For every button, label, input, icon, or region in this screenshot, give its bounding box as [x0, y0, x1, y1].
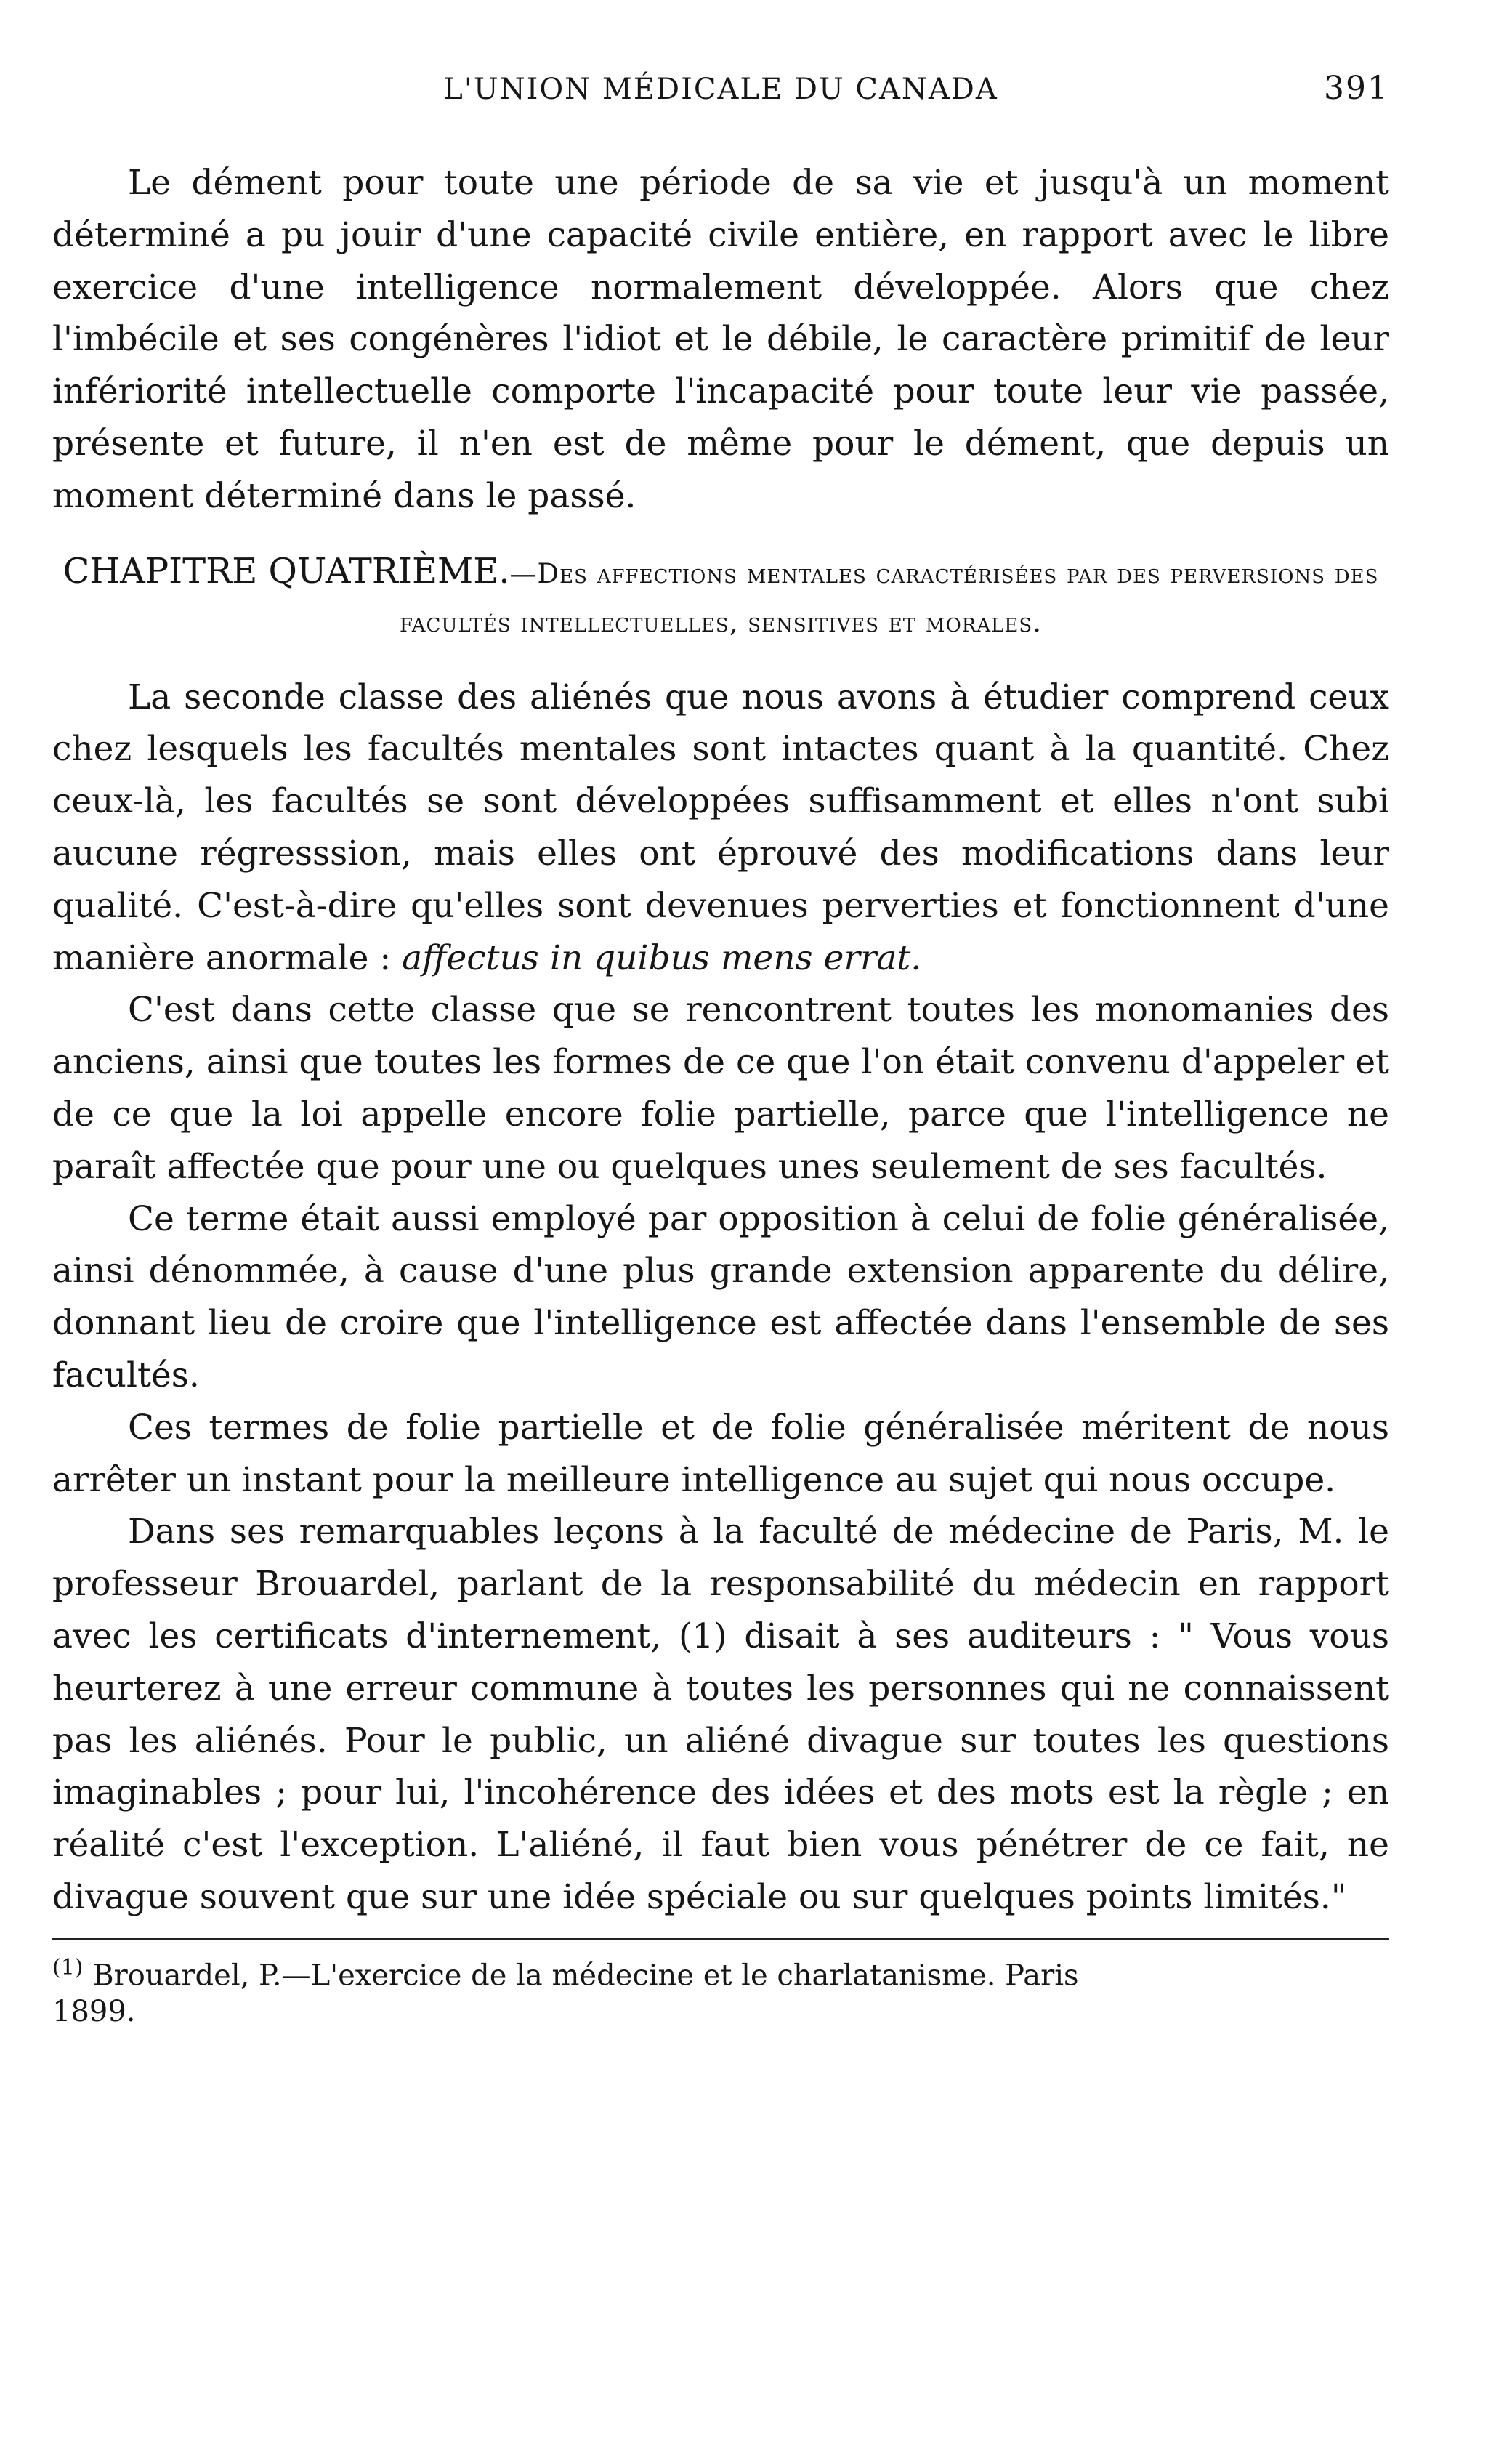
journal-title: L'UNION MÉDICALE DU CANADA — [443, 73, 998, 106]
paragraph-seconde-classe — [52, 672, 1389, 985]
footnote-marker: (1) — [52, 1954, 84, 1980]
footnote-divider — [52, 1938, 1389, 1940]
body-text — [52, 157, 1389, 1924]
running-header — [52, 65, 1389, 116]
chapter-dash: — — [509, 557, 538, 589]
page-number: 391 — [1324, 70, 1389, 107]
chapter-heading — [52, 547, 1389, 647]
paragraph-dement: Le dément pour toute une période de sa vie et jusqu'à un moment déterminé a pu jouir d'une capacité civile entière, en rapport avec le libre exercice d'une intelligence normalement développée. Alors que chez l'imbécile et ses congénères l'idiot et le débile, le caractère primitif de leur infériorité intellectuelle comporte l'incapacité pour toute leur vie passée, présente et future, il n'en est de même pour le dément, que depuis un moment déterminé dans le passé. — [52, 163, 1389, 516]
footnote-text: Brouardel, P.—L'exercice de la médecine et le charlatanisme. Paris — [92, 1959, 1079, 1993]
chapter-title: CHAPITRE QUATRIÈME. — [62, 550, 510, 592]
paragraph-monomanies: C'est dans cette classe que se rencontrent toutes les monomanies des anciens, ainsi que toutes les formes de ce que l'on était convenu d'appeler et de ce que la loi appelle encore folie partielle, parce que l'intelligence ne paraît affectée que pour une ou quelques unes seulement de ses facultés. — [52, 990, 1389, 1187]
footnote-year: 1899. — [52, 1995, 136, 2029]
latin-quote: affectus in quibus mens errat. — [402, 937, 922, 978]
paragraph-brouardel: Dans ses remarquables leçons à la faculté de médecine de Paris, M. le professeur Brouardel, parlant de la responsabilité du médecin en rapport avec les certificats d'internement, (1) disait à ses auditeurs : " Vous vous heurterez à une erreur commune à toutes les personnes qui ne connaissent pas les aliénés. Pour le public, un aliéné divague sur toutes les questions imaginables ; pour lui, l'incohérence des idées et des mots est la règle ; en réalité c'est l'exception. L'aliéné, il faut bien vous pénétrer de ce fait, ne divague souvent que sur une idée spéciale ou sur quelques points limités." — [52, 1512, 1389, 1917]
document-page — [52, 65, 1389, 2391]
chapter-subtitle: Des affections mentales caractérisées par des perversions des facultés intellectuelles, sensitives et morales. — [400, 557, 1379, 638]
paragraph-seconde-classe-text: La seconde classe des aliénés que nous avons à étudier comprend ceux chez lesquels les facultés mentales sont intactes quant à la quantité. Chez ceux-là, les facultés se sont développées suffisamment et elles n'ont subi aucune régresssion, mais elles ont éprouvé des modifications dans leur qualité. C'est-à-dire qu'elles sont devenues perverties et fonctionnent d'une manière anormale : — [52, 677, 1389, 978]
paragraph-termes: Ces termes de folie partielle et de folie généralisée méritent de nous arrêter un instant pour la meilleure intelligence au sujet qui nous occupe. — [52, 1407, 1389, 1500]
footnote — [52, 1948, 1389, 2028]
paragraph-folie-generalisee: Ce terme était aussi employé par opposition à celui de folie généralisée, ainsi dénommée, à cause d'une plus grande extension apparente du délire, donnant lieu de croire que l'intelligence est affectée dans l'ensemble de ses facultés. — [52, 1198, 1389, 1395]
